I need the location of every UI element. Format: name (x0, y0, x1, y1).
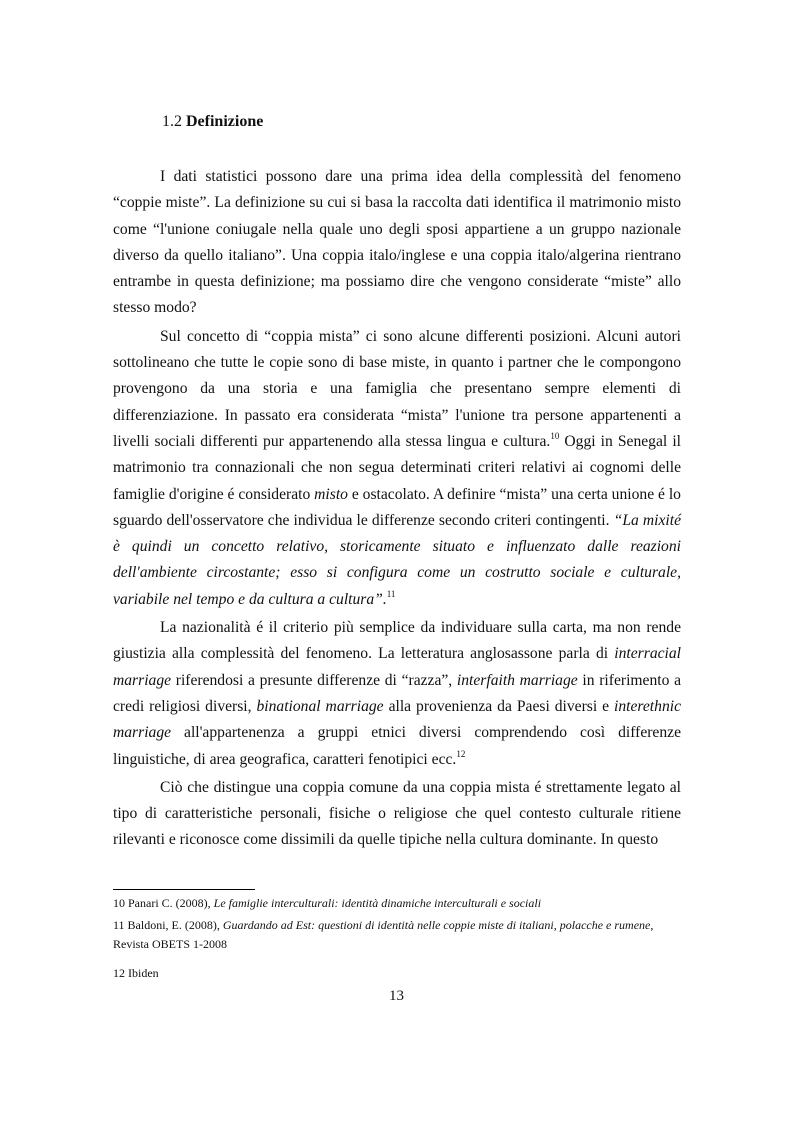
footnote-title: Le famiglie interculturali: identità dinamiche interculturali e sociali (213, 896, 542, 910)
footnotes (113, 894, 681, 986)
paragraph-text: I dati statistici possono dare una prima idea della complessità del fenomeno “coppie miste”. La definizione su cui si basa la raccolta dati identifica il matrimonio misto come “l'unione coniugale nella quale uno degli sposi appartiene a un gruppo nazionale diverso da quello italiano”. Una coppia italo/inglese e una coppia italo/algerina rientrano entrambe in questa definizione; ma possiamo dire che vengono considerate “miste” allo stesso modo? (113, 168, 681, 317)
paragraph-4 (113, 775, 681, 854)
paragraph-text: Ciò che distingue una coppia comune da una coppia mista é strettamente legato al tipo di caratteristiche personali, fisiche o religiose che quel contesto culturale ritiene rilevanti e riconosce come dissimili da quelle tipiche nella cultura dominante. In questo (113, 778, 681, 849)
paragraph-text: e ostacolato. A definire “mista” una certa unione é lo sguardo dell'osservatore che individua le differenze secondo criteri contingenti. (113, 485, 681, 529)
paragraph-text: all'appartenenza a gruppi etnici diversi comprendendo così differenze linguistiche, di area geografica, caratteri fenotipici ecc. (113, 724, 681, 768)
footnote-ref-11[interactable]: 11 (386, 588, 396, 599)
paragraph-text: in riferimento a credi religiosi diversi, (113, 671, 681, 715)
footnote-ref-10[interactable]: 10 (550, 430, 560, 441)
paragraph-text: Oggi in Senegal il matrimonio tra connazionali che non segua determinati criteri relativi ai cognomi delle famiglie d'origine é considerato (113, 432, 681, 503)
section-heading (162, 113, 263, 131)
paragraph-text: La nazionalità é il criterio più semplice da individuare sulla carta, ma non rende giustizia alla complessità del fenomeno. La letteratura anglosassone parla di (113, 619, 681, 663)
footnote-title: Guardando ad Est: questioni di identità nelle coppie miste di italiani, polacche e rumene (222, 918, 651, 932)
italic-term: interracial marriage (113, 645, 681, 689)
footnote-ref-12[interactable]: 12 (456, 748, 466, 759)
footnote-10 (113, 894, 681, 913)
footnote-text: 10 Panari C. (2008), (113, 896, 214, 910)
footnote-12 (113, 964, 681, 983)
italic-term: misto (314, 485, 348, 503)
paragraph-1 (113, 164, 681, 322)
body-text (113, 164, 681, 854)
section-number: 1.2 (162, 113, 182, 130)
italic-quote: “La mixité è quindi un concetto relativo, storicamente situato e influenzato dalle reazioni dell'ambiente circostante; esso si configura come un costrutto sociale e culturale, variabile nel tempo e da cultura a cultura”. (113, 511, 681, 608)
paragraph-text: alla provenienza da Paesi diversi e (383, 697, 615, 715)
paragraph-3 (113, 615, 681, 773)
page-number: 13 (389, 988, 404, 1004)
footnote-11 (113, 916, 681, 954)
italic-term: interethnic marriage (113, 697, 681, 742)
footnote-separator (113, 889, 255, 890)
italic-term: binational marriage (256, 697, 384, 715)
italic-term: interfaith marriage (456, 671, 578, 689)
paragraph-text: Sul concetto di “coppia mista” ci sono alcune differenti posizioni. Alcuni autori sottolineano che tutte le copie sono di base miste, in quanto i partner che le compongono provengono da una storia e una famiglia che presentano sempre elementi di differenziazione. In passato era considerata “mista” l'unione tra persone appartenenti a livelli sociali differenti pur appartenendo alla stessa lingua e cultura. (113, 327, 681, 450)
paragraph-text: riferendosi a presunte differenze di “razza”, (171, 671, 457, 689)
paragraph-2 (113, 324, 681, 613)
section-title: Definizione (186, 113, 264, 130)
footnote-text: 11 Baldoni, E. (2008), (113, 918, 223, 932)
footnote-text: 12 Ibiden (113, 966, 159, 980)
footnote-text: , Revista OBETS 1-2008 (113, 918, 654, 951)
